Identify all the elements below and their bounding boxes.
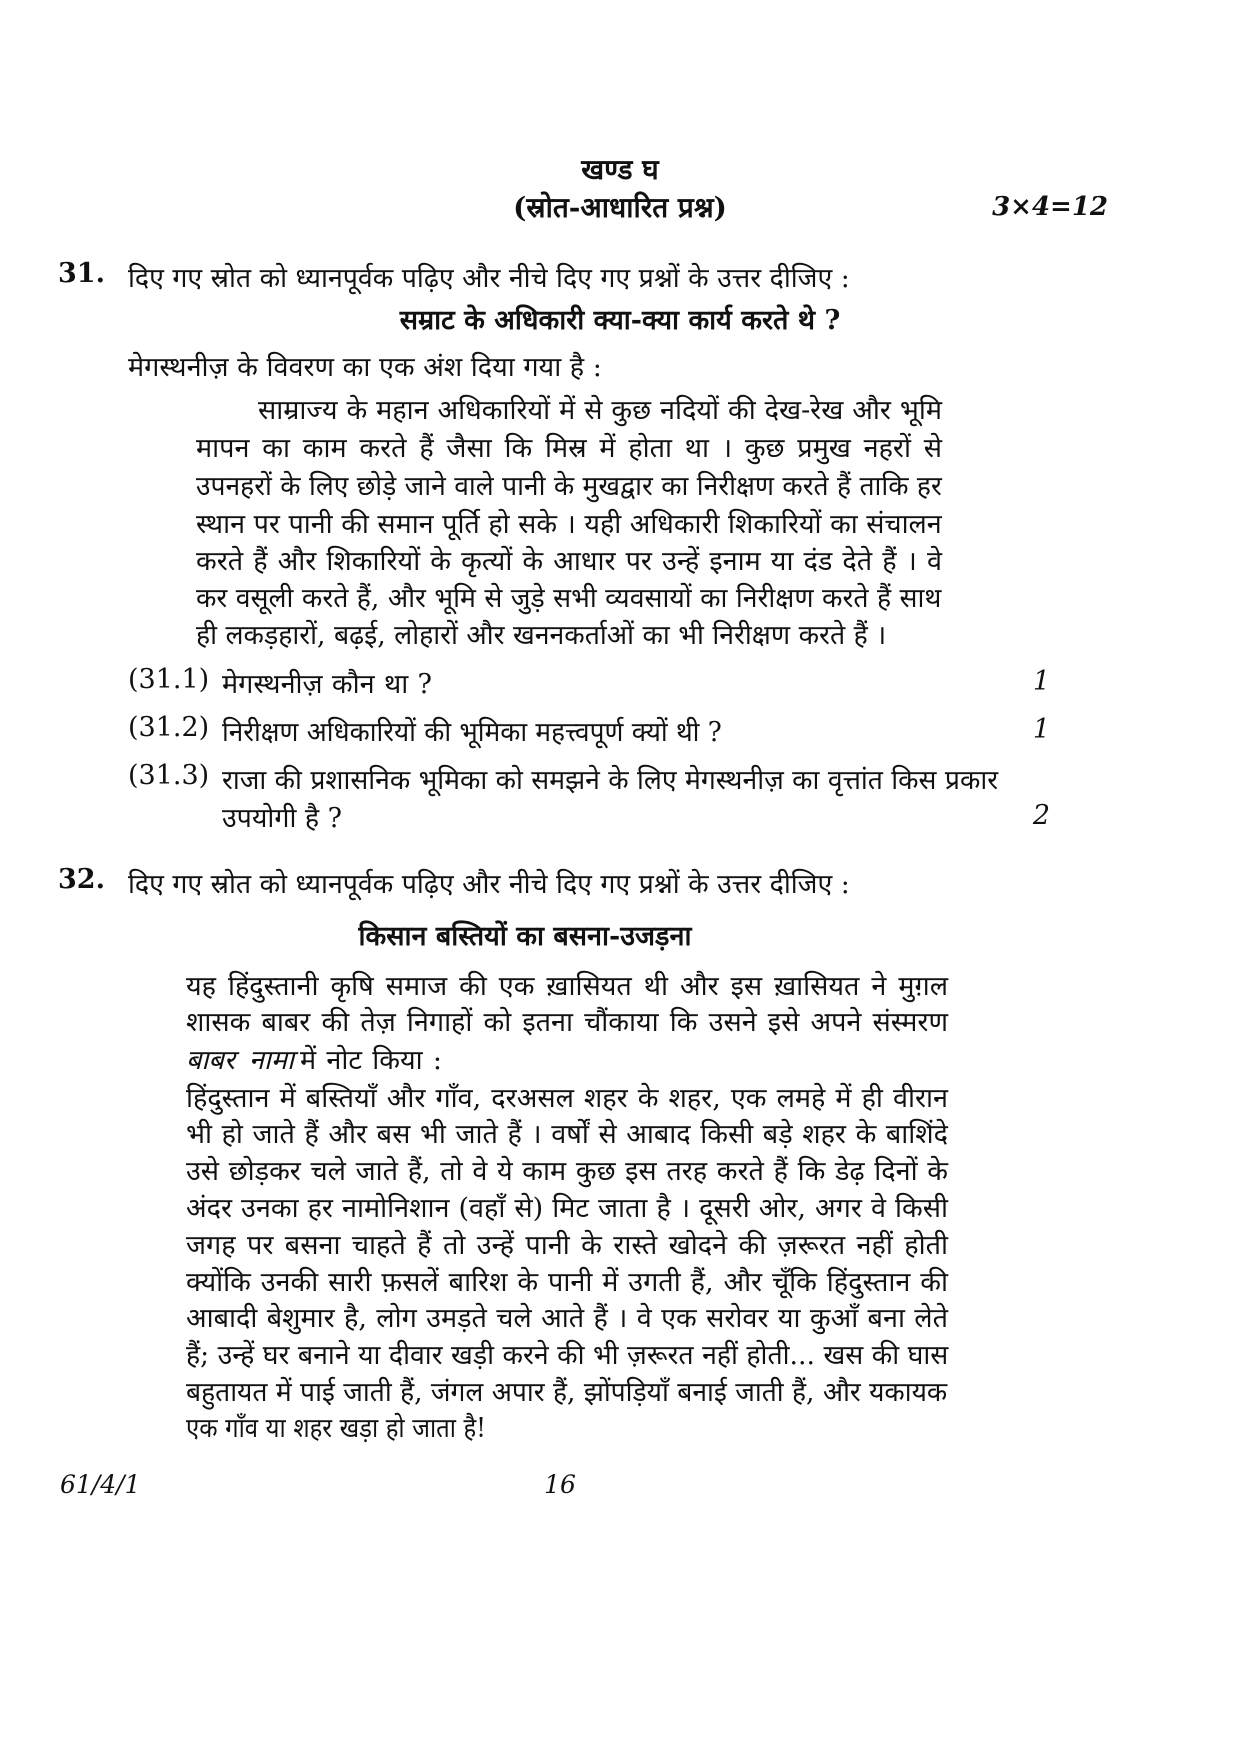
paper-code: 61/4/1: [60, 1470, 141, 1499]
subq-number: (31.1): [128, 664, 210, 695]
q32-instruction: दिए गए स्रोत को ध्यानपूर्वक पढ़िए और नीचे दिए गए प्रश्नों के उत्तर दीजिए :: [128, 869, 850, 900]
subq-marks: 1: [1032, 666, 1050, 697]
passage-line: स्थान पर पानी की समान पूर्ति हो सके । यही अधिकारी शिकारियों का संचालन: [196, 509, 942, 540]
passage-line: भी हो जाते हैं और बस भी जाते हैं । वर्षों से आबाद किसी बड़े शहर के बाशिंदे: [186, 1119, 948, 1150]
passage-line: क्योंकि उनकी सारी फ़सलें बारिश के पानी में उगती हैं, और चूँकि हिंदुस्तान की: [186, 1267, 948, 1298]
passage-line: साम्राज्य के महान अधिकारियों में से कुछ नदियों की देख-रेख और भूमि: [258, 395, 942, 426]
passage-line: अंदर उनका हर नामोनिशान (वहाँ से) मिट जाता है । दूसरी ओर, अगर वे किसी: [186, 1193, 948, 1224]
subq-text: राजा की प्रशासनिक भूमिका को समझने के लिए मेगस्थनीज़ का वृत्तांत किस प्रकार: [222, 765, 999, 796]
passage-line: हैं; उन्हें घर बनाने या दीवार खड़ी करने की भी ज़रूरत नहीं होती... खस की घास: [186, 1340, 949, 1371]
q32-heading: किसान बस्तियों का बसना-उजड़ना: [358, 921, 692, 952]
passage-line: जगह पर बसना चाहते हैं तो उन्हें पानी के रास्ते खोदने की ज़रूरत नहीं होती: [186, 1230, 948, 1261]
section-subtitle: (स्रोत-आधारित प्रश्न): [513, 191, 727, 224]
passage-line: यह हिंदुस्तानी कृषि समाज की एक ख़ासियत थी और इस ख़ासियत ने मुग़ल: [186, 971, 948, 1002]
passage-line: ही लकड़हारों, बढ़ई, लोहारों और खननकर्ताओं का भी निरीक्षण करते हैं ।: [196, 620, 887, 651]
passage-line: उसे छोड़कर चले जाते हैं, तो वे ये काम कुछ इस तरह करते हैं कि डेढ़ दिनों के: [186, 1156, 948, 1187]
subq-text-cont: उपयोगी है ?: [222, 803, 343, 834]
passage-line: करते हैं और शिकारियों के कृत्यों के आधार पर उन्हें इनाम या दंड देते हैं । वे: [196, 546, 942, 577]
section-marks: 3×4=12: [992, 192, 1108, 222]
book-title: बाबर नामा: [186, 1045, 294, 1076]
passage-line: एक गाँव या शहर खड़ा हो जाता है!: [186, 1413, 486, 1444]
q31-heading: सम्राट के अधिकारी क्या-क्या कार्य करते थे ?: [399, 305, 841, 336]
passage-line: शासक बाबर की तेज़ निगाहों को इतना चौंकाया कि उसने इसे अपने संस्मरण: [186, 1007, 948, 1038]
subq-text: निरीक्षण अधिकारियों की भूमिका महत्त्वपूर्ण क्यों थी ?: [222, 717, 722, 748]
question-number-31: 31.: [58, 258, 105, 289]
subq-marks: 2: [1032, 800, 1050, 831]
passage-line: उपनहरों के लिए छोड़े जाने वाले पानी के मुखद्वार का निरीक्षण करते हैं ताकि हर: [196, 471, 942, 502]
subq-number: (31.3): [128, 760, 210, 791]
passage-line: में नोट किया :: [300, 1045, 442, 1076]
subq-text: मेगस्थनीज़ कौन था ?: [222, 669, 432, 700]
question-number-32: 32.: [58, 864, 105, 895]
passage-line: आबादी बेशुमार है, लोग उमड़ते चले आते हैं । वे एक सरोवर या कुआँ बना लेते: [186, 1303, 948, 1334]
page-number: 16: [544, 1470, 576, 1499]
subq-number: (31.2): [128, 712, 210, 743]
subq-marks: 1: [1032, 714, 1050, 745]
q31-intro: मेगस्थनीज़ के विवरण का एक अंश दिया गया है :: [128, 352, 602, 383]
passage-line: हिंदुस्तान में बस्तियाँ और गाँव, दरअसल शहर के शहर, एक लमहे में ही वीरान: [186, 1083, 948, 1114]
passage-line: मापन का काम करते हैं जैसा कि मिस्र में होता था । कुछ प्रमुख नहरों से: [196, 433, 942, 464]
passage-line: कर वसूली करते हैं, और भूमि से जुड़े सभी व्यवसायों का निरीक्षण करते हैं साथ: [196, 583, 942, 614]
passage-line: बहुतायत में पाई जाती हैं, जंगल अपार हैं, झोंपड़ियाँ बनाई जाती हैं, और यकायक: [186, 1377, 948, 1408]
section-title: खण्ड घ: [581, 153, 659, 186]
q31-instruction: दिए गए स्रोत को ध्यानपूर्वक पढ़िए और नीचे दिए गए प्रश्नों के उत्तर दीजिए :: [128, 263, 850, 294]
